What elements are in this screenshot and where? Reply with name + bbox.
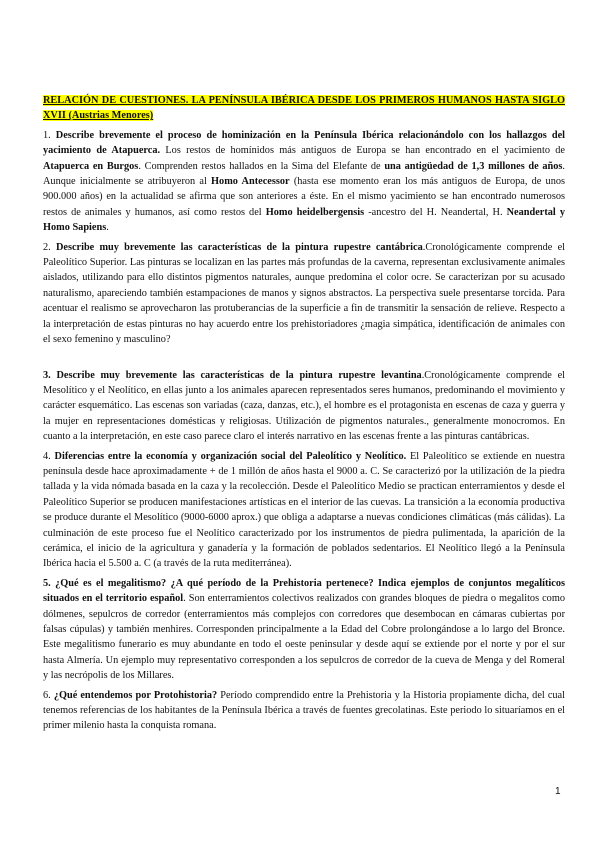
question-3: 3. Describe muy brevemente las características de la pintura rupestre levantina.Cronológicamente comprende el Mesolítico y el Neolítico, en ellas junto a los animales aparecen representados seres humanos, predominando el movimiento y carácter esquemático. Las escenas son variadas (caza, danzas, etc.), el hombre es el protagonista en escenas de caza y guerra y la mujer en representaciones domésticas y religiosas. Utilización de pigmentos naturales., generalmente monocromos. En cuanto a la interpretación, en este caso parece claro el interés narrativo en las escenas frente a las pinturas cantábricas. <box>43 369 566 443</box>
question-4-heading: Diferencias entre la economía y organización social del Paleolítico y Neolítico. <box>54 450 407 462</box>
question-4: 4. Diferencias entre la economía y organización social del Paleolítico y Neolítico. El Paleolítico se extiende en nuestra península desde hace aproximadamente + de 1 millón de años hasta el 9000 a. C. Se caracterizó por la utilización de la piedra tallada y la vida nómada basada en la caza y la recolección. Desde el Paleolítico Medio se practican enterramientos y desde el Paleolítico Superior se producen manifestaciones artísticas en el interior de las cuevas. La transición a la economía productiva se produce durante el Mesolítico (9000-6000 aprox.) que obliga a adaptarse a nuevas condiciones climáticas (más cálidas). La culminación de este proceso fue el Neolítico caracterizado por los instrumentos de piedra pulimentada, la aparición de la cerámica, el inicio de la agricultura y ganadería y la formación de poblados sedentarios. El Neolítico llegó a la Península Ibérica hacia el 5.500 a. C (a través de la ruta mediterránea). <box>43 450 566 570</box>
document-title <box>43 93 565 124</box>
question-2: 2. Describe muy brevemente las características de la pintura rupestre cantábrica.Cronológicamente comprende el Paleolítico Superior. Las pinturas se localizan en las partes más profundas de la caverna, representan exclusivamente animales aislados, utilizando para ello distintos pigmentos naturales, aunque predomina el color ocre. Se caracterizan por su acusado naturalismo, apareciendo también estampaciones de manos y signos abstractos. La perspectiva suele presentarse torcida. Para acentuar el realismo se aprovecharon las protuberancias de la superficie a fin de transmitir la sensación de relieve. Respecto a la interpretación de estas pinturas no hay acuerdo entre los prehistoriadores ¿magia simpática, identificación de animales con el sexo femenino y masculino? <box>43 241 566 346</box>
question-3-heading: 3. Describe muy brevemente las características de la pintura rupestre levantina <box>43 369 422 381</box>
question-1: 1. Describe brevemente el proceso de hominización en la Península Ibérica relacionándolo con los hallazgos del yacimiento de Atapuerca. Los restos de homínidos más antiguos de Europa se han encontrado en el yacimiento de Atapuerca en Burgos. Comprenden restos hallados en la Sima del Elefante de una antigüedad de 1,3 millones de años. Aunque inicialmente se atribuyeron al Homo Antecessor (hasta ese momento eran los más antiguos de Europa, de unos 900.000 años) en la actualidad se afirma que son anteriores a éste. En el mismo yacimiento se han encontrado numerosos restos de animales y humanos, así como restos del Homo heidelbergensis -ancestro del H. Neandertal, H. Neandertal y Homo Sapiens. <box>43 129 566 234</box>
question-1-heading: Describe brevemente el proceso de hominización en la Península Ibérica relacionándolo con los hallazgos del yacimiento de Atapuerca. <box>43 129 566 157</box>
document-body <box>43 93 565 738</box>
question-5-heading: 5. ¿Qué es el megalitismo? ¿A qué período de la Prehistoria pertenece? Indica ejemplos de conjuntos megalíticos situados en el territorio español <box>43 577 565 605</box>
question-6-heading: ¿Qué entendemos por Protohistoria? <box>53 689 218 701</box>
title-highlight: RELACIÓN DE CUESTIONES. LA PENÍNSULA IBÉRICA DESDE LOS PRIMEROS HUMANOS HASTA SIGLO XVII (Austrias Menores) <box>43 95 565 122</box>
spacer <box>43 352 565 368</box>
page-number: 1 <box>555 786 561 797</box>
question-2-heading: Describe muy brevemente las características de la pintura rupestre cantábrica <box>55 241 423 253</box>
question-6: 6. ¿Qué entendemos por Protohistoria? Período comprendido entre la Prehistoria y la Historia propiamente dicha, del cual tenemos referencias de los habitantes de la Península Ibérica a través de fuentes grecolatinas. Este periodo lo situaríamos en el primer milenio hasta la conquista romana. <box>43 689 565 732</box>
question-5: 5. ¿Qué es el megalitismo? ¿A qué período de la Prehistoria pertenece? Indica ejemplos de conjuntos megalíticos situados en el territorio español. Son enterramientos colectivos realizados con grandes bloques de piedra o megalitos como dólmenes, sepulcros de corredor (enterramientos más complejos con corredores que desembocan en cámaras cubiertas por falsas cúpulas) y también menhires. Corresponden principalmente a la Edad del Cobre prolongándose a lo largo del Bronce. Este megalitismo funerario es muy abundante en todo el oeste peninsular y desde aquí se extiende por el norte y por el sur hasta Almería. Un ejemplo muy representativo corresponden a los sepulcros de corredor de la cueva de Menga y del Romeral y las necrópolis de los Millares. <box>43 577 565 682</box>
